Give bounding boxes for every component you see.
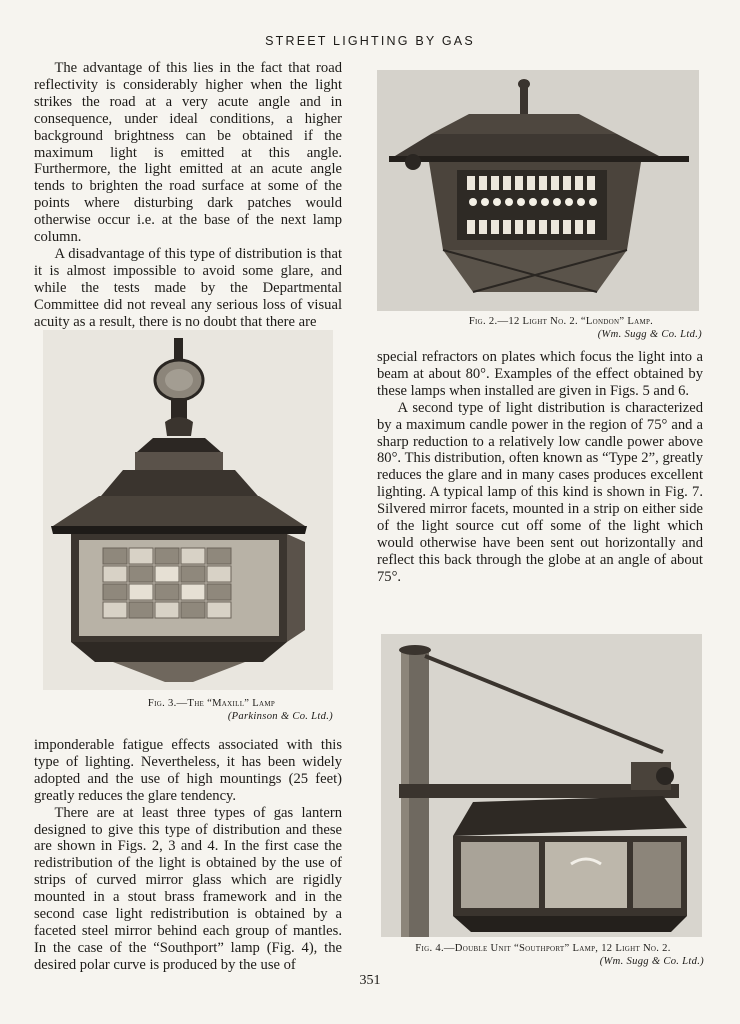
paragraph: special refractors on plates which focus the light into a beam at about 80°. Examples of the effect obtained by these lamps when installed are given in Figs. 5 and 6. [377, 349, 703, 399]
column-left-top [34, 60, 342, 331]
figure-credit: (Wm. Sugg & Co. Ltd.) [599, 956, 704, 967]
figure-southport-lamp-photo [381, 634, 702, 937]
london-lamp-illustration [377, 70, 699, 311]
figure-label: Fig. 2. [468, 316, 498, 327]
paragraph: There are at least three types of gas lantern designed to give this type of distribution and these are shown in Figs. 2, 3 and 4. In the first case the redistribution of the light is obtained by the use of strips of curved mirror glass which are rigidly mounted in a stout brass framework and in the second case light redistribution is obtained by a faceted steel mirror behind each group of mantles. In the case of the “Southport” lamp (Fig. 4), the desired polar curve is produced by the use of [34, 804, 342, 973]
figure-credit: (Wm. Sugg & Co. Ltd.) [597, 329, 702, 340]
figure-caption [420, 315, 702, 341]
figure-title: —Double Unit “Southport” Lamp, 12 Light No. 2. [443, 943, 671, 954]
figure-title: —12 Light No. 2. “London” Lamp. [497, 316, 654, 327]
paragraph: imponderable fatigue effects associated with this type of lighting. Nevertheless, it has been widely adopted and the use of high mountings (25 feet) greatly reduces the glare tendency. [34, 737, 342, 804]
figure-caption [382, 942, 704, 968]
southport-lamp-illustration [381, 634, 702, 937]
paragraph: A second type of light distribution is characterized by a maximum candle power in the region of 75° and a sharp reduction to a relatively low candle power above 80°. This distribution, often known as “Type 2”, greatly reduces the glare and in many cases produces excellent lighting. A typical lamp of this kind is shown in Fig. 7. Silvered mirror facets, mounted in a strip on either side of the light source cut off some of the light which would otherwise have been sent out horizontally and reflect this back through the globe at an angle of about 75°. [377, 399, 703, 585]
figure-caption [90, 697, 333, 723]
figure-london-lamp-photo [377, 70, 699, 311]
figure-label: Fig. 4. [415, 943, 444, 954]
running-header: STREET LIGHTING BY GAS [265, 34, 475, 48]
figure-title: —The “Maxill” Lamp [176, 698, 276, 709]
paragraph: The advantage of this lies in the fact that road reflectivity is considerably higher when the light strikes the road at a very acute angle and in consequence, under ideal conditions, a higher background brightness can be obtained if the maximum light is emitted at this angle. Furthermore, the light emitted at an acute angle tends to brighten the road surface at some of the points where disturbing dark patches would otherwise occur i.e. at the base of the next lamp column. [34, 60, 342, 246]
figure-label: Fig. 3. [147, 698, 177, 709]
column-left-bottom [34, 737, 342, 974]
column-right [377, 349, 703, 586]
page-number: 351 [359, 973, 381, 988]
figure-credit: (Parkinson & Co. Ltd.) [227, 711, 333, 722]
maxill-lamp-illustration [43, 330, 333, 690]
paragraph: A disadvantage of this type of distribution is that it is almost impossible to avoid some glare, and while the tests made by the Departmental Committee did not reveal any serious loss of visual acuity as a result, there is no doubt that there are [34, 245, 342, 330]
figure-maxill-lamp-photo [43, 330, 333, 690]
